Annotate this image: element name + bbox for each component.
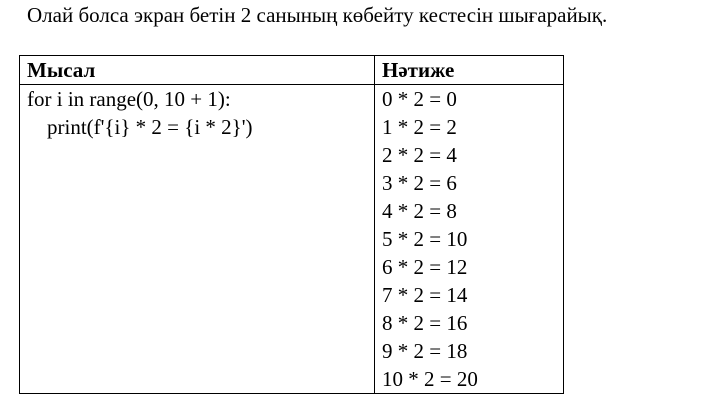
result-line: 7 * 2 = 14 xyxy=(382,283,468,307)
code-cell xyxy=(20,85,375,394)
intro-paragraph: Олай болса экран бетін 2 санының көбейту кестесін шығарайық. xyxy=(27,3,608,27)
code-line-print: print(f'{i} * 2 = {i * 2}') xyxy=(47,115,253,139)
result-line: 9 * 2 = 18 xyxy=(382,339,468,363)
result-line: 2 * 2 = 4 xyxy=(382,143,457,167)
result-line: 1 * 2 = 2 xyxy=(382,115,457,139)
result-line: 5 * 2 = 10 xyxy=(382,227,468,251)
code-line-for: for i in range(0, 10 + 1): xyxy=(27,87,231,111)
result-line: 8 * 2 = 16 xyxy=(382,311,468,335)
header-example: Мысал xyxy=(20,56,375,85)
header-result: Нәтиже xyxy=(375,56,564,85)
result-line: 0 * 2 = 0 xyxy=(382,87,457,111)
result-line: 3 * 2 = 6 xyxy=(382,171,457,195)
result-line: 6 * 2 = 12 xyxy=(382,255,468,279)
example-table xyxy=(19,55,564,394)
result-cell xyxy=(375,85,564,394)
result-line: 10 * 2 = 20 xyxy=(382,367,478,391)
table-header-row xyxy=(20,56,564,85)
table-body-row xyxy=(20,85,564,394)
result-line: 4 * 2 = 8 xyxy=(382,199,457,223)
